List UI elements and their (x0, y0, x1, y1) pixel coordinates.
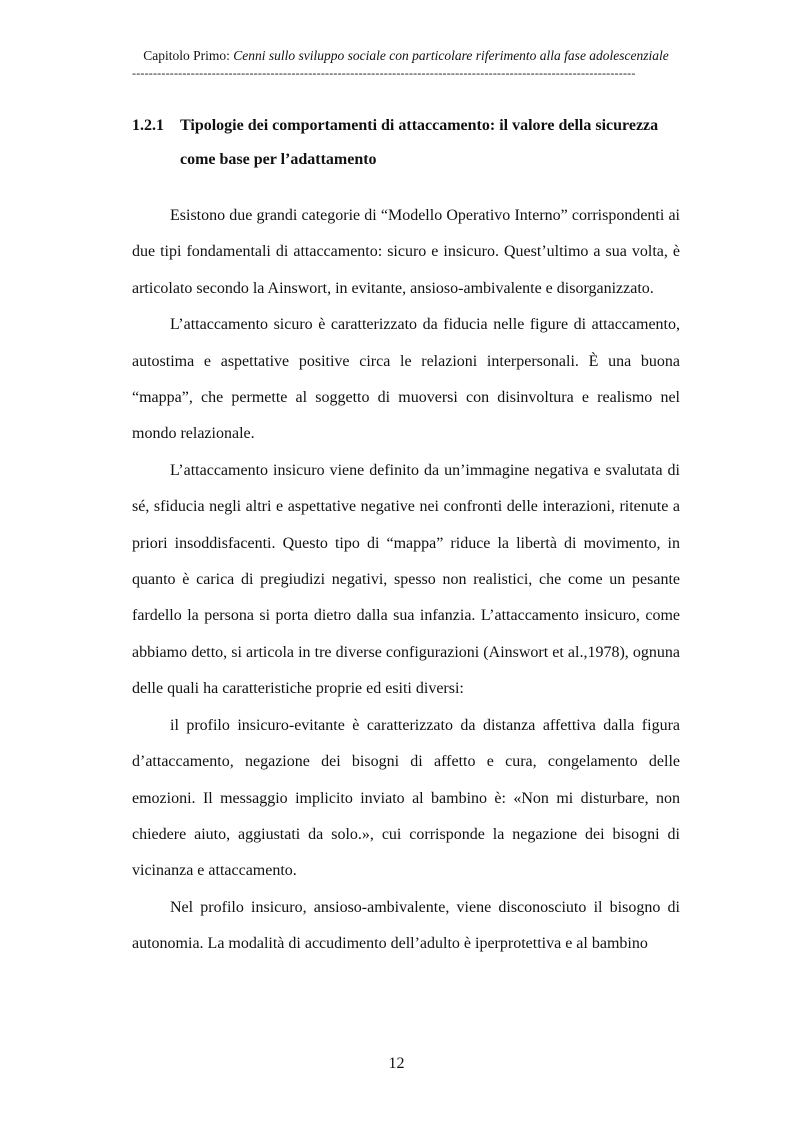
section-number: 1.2.1 (132, 117, 164, 134)
paragraph: il profilo insicuro-evitante è caratterizzato da distanza affettiva dalla figura d’attaccamento, negazione dei bisogni di affetto e cura, congelamento delle emozioni. Il messaggio implicito inviato al bambino è: «Non mi disturbare, non chiedere aiuto, aggiustati da solo.», cui corrisponde la negazione dei bisogni di vicinanza e attaccamento. (132, 716, 680, 880)
header-divider: ------------------------------------------------------------------------------------------------------------------------ (132, 67, 636, 79)
paragraph: Nel profilo insicuro, ansioso-ambivalente, viene disconosciuto il bisogno di autonomia. La modalità di accudimento dell’adulto è iperprotettiva e al bambino (132, 898, 680, 953)
section-heading (132, 116, 680, 168)
body-text (132, 198, 680, 963)
paragraph: Esistono due grandi categorie di “Modello Operativo Interno” corrispondenti ai due tipi fondamentali di attaccamento: sicuro e insicuro. Quest’ultimo a sua volta, è articolato secondo la Ainswort, in evitante, ansioso-ambivalente e disorganizzato. (132, 207, 680, 297)
paragraph: L’attaccamento sicuro è caratterizzato da fiducia nelle figure di attaccamento, autostima e aspettative positive circa le relazioni interpersonali. È una buona “mappa”, che permette al soggetto di muoversi con disinvoltura e realismo nel mondo relazionale. (132, 316, 680, 443)
paragraph: L’attaccamento insicuro viene definito da un’immagine negativa e svalutata di sé, sfiducia negli altri e aspettative negative nei confronti delle interazioni, ritenute a priori insoddisfacenti. Questo tipo di “mappa” riduce la libertà di movimento, in quanto è carica di pregiudizi negativi, spesso non realistici, che come un pesante fardello la persona si porta dietro dalla sua infanzia. L’attaccamento insicuro, come abbiamo detto, si articola in tre diverse configurazioni (Ainswort et al.,1978), ognuna delle quali ha caratteristiche proprie ed esiti diversi: (132, 461, 680, 698)
header-chapter-title: Cenni sullo sviluppo sociale con particolare riferimento alla fase adolescenziale (233, 48, 669, 63)
page-number: 12 (388, 1055, 405, 1072)
header-chapter-label: Capitolo Primo: (143, 48, 234, 63)
section-title-line1: Tipologie dei comportamenti di attaccamento: il valore della sicurezza (180, 117, 659, 134)
running-header (132, 47, 680, 64)
section-title-line2: come base per l’adattamento (180, 151, 377, 168)
